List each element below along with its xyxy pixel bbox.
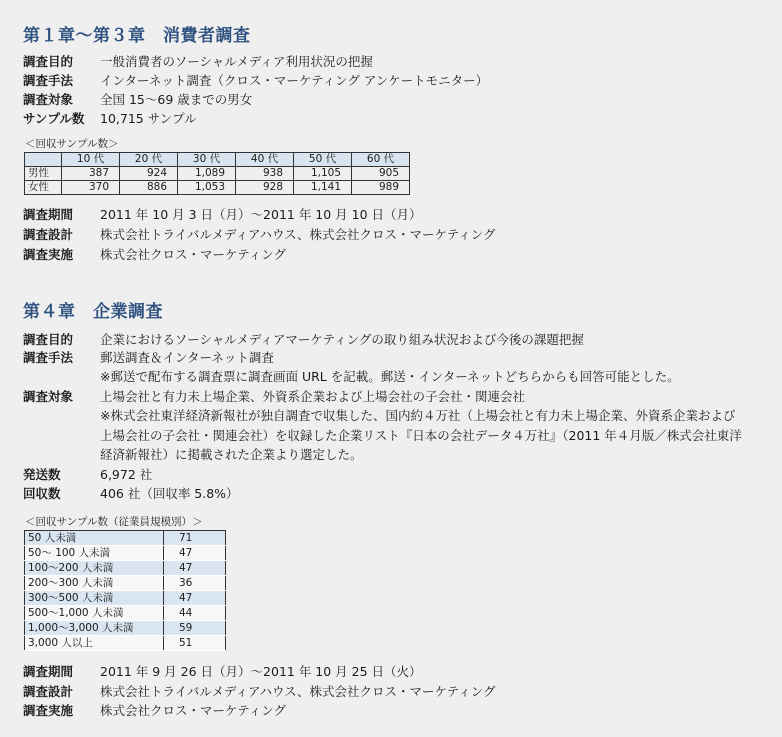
table-cell: 59 bbox=[164, 621, 226, 636]
table-row bbox=[25, 167, 410, 181]
note-text: 上場会社の子会社・関連会社）を収録した企業リスト『日本の会社データ４万社』（2011 年４月版／株式会社東洋 bbox=[100, 428, 742, 443]
table-cell: 938 bbox=[236, 167, 294, 181]
table-cell: 886 bbox=[120, 181, 178, 195]
field-value: 6,972 社 bbox=[100, 467, 153, 482]
field-label: 調査期間 bbox=[23, 207, 74, 222]
field-label: サンプル数 bbox=[23, 111, 85, 126]
note-text: ※郵送で配布する調査票に調査画面 URL を記載。郵送・インターネットどちらからも回答可能とした。 bbox=[100, 369, 680, 384]
s2-table-caption: ＜回収サンプル数（従業員規模別）＞ bbox=[25, 516, 203, 528]
row-label: 男性 bbox=[25, 167, 62, 181]
field-value: 企業におけるソーシャルメディアマーケティングの取り組み状況および今後の課題把握 bbox=[100, 332, 584, 347]
field-value: 郵送調査＆インターネット調査 bbox=[100, 350, 274, 365]
table-cell: 500〜1,000 人未満 bbox=[25, 606, 164, 621]
table-cell: 36 bbox=[164, 576, 226, 591]
field-label: 調査対象 bbox=[23, 92, 74, 107]
section2-title: 第４章 企業調査 bbox=[23, 302, 163, 322]
table-row bbox=[25, 546, 226, 561]
table-header-cell: 50 代 bbox=[294, 153, 352, 167]
table-cell: 387 bbox=[62, 167, 120, 181]
table-header-row bbox=[25, 153, 410, 167]
table-header-cell: 40 代 bbox=[236, 153, 294, 167]
s1-table-caption: ＜回収サンプル数＞ bbox=[25, 138, 119, 150]
table-cell: 47 bbox=[164, 561, 226, 576]
field-label: 調査手法 bbox=[23, 73, 74, 88]
field-value: 10,715 サンプル bbox=[100, 111, 197, 126]
field-value: 406 社（回収率 5.8%） bbox=[100, 486, 239, 501]
table-cell: 50 人未満 bbox=[25, 531, 164, 546]
field-label: 調査設計 bbox=[23, 227, 74, 242]
field-value: 2011 年 10 月 3 日（月）〜2011 年 10 月 10 日（月） bbox=[100, 207, 422, 222]
table-header-cell bbox=[25, 153, 62, 167]
field-value: 上場会社と有力未上場企業、外資系企業および上場会社の子会社・関連会社 bbox=[100, 389, 526, 404]
field-label: 調査目的 bbox=[23, 332, 74, 347]
table-cell: 1,000〜3,000 人未満 bbox=[25, 621, 164, 636]
table-cell: 989 bbox=[352, 181, 410, 195]
table-cell: 1,105 bbox=[294, 167, 352, 181]
field-value: 株式会社クロス・マーケティング bbox=[100, 247, 287, 262]
table-header-cell: 20 代 bbox=[120, 153, 178, 167]
field-label: 調査目的 bbox=[23, 54, 74, 69]
table-cell: 1,141 bbox=[294, 181, 352, 195]
table-header-cell: 60 代 bbox=[352, 153, 410, 167]
table-cell: 51 bbox=[164, 636, 226, 651]
table-row bbox=[25, 561, 226, 576]
table-cell: 47 bbox=[164, 591, 226, 606]
row-label: 女性 bbox=[25, 181, 62, 195]
table-row bbox=[25, 636, 226, 651]
field-label: 調査期間 bbox=[23, 664, 74, 679]
s2-employee-size-table bbox=[24, 530, 226, 651]
table-cell: 50〜 100 人未満 bbox=[25, 546, 164, 561]
table-cell: 200〜300 人未満 bbox=[25, 576, 164, 591]
table-row bbox=[25, 576, 226, 591]
field-value: 株式会社トライバルメディアハウス、株式会社クロス・マーケティング bbox=[100, 684, 496, 699]
note-text: 経済新報社）に掲載された企業より選定した。 bbox=[100, 447, 363, 462]
s1-sample-table bbox=[24, 152, 410, 195]
table-cell: 905 bbox=[352, 167, 410, 181]
table-cell: 3,000 人以上 bbox=[25, 636, 164, 651]
note-text: ※株式会社東洋経済新報社が独自調査で収集した、国内約４万社（上場会社と有力未上場企業、外資系企業および bbox=[100, 408, 736, 423]
field-value: 一般消費者のソーシャルメディア利用状況の把握 bbox=[100, 54, 373, 69]
field-label: 調査実施 bbox=[23, 703, 74, 718]
field-value: 株式会社クロス・マーケティング bbox=[100, 703, 287, 718]
section1-title: 第１章〜第３章 消費者調査 bbox=[23, 26, 251, 46]
table-cell: 100〜200 人未満 bbox=[25, 561, 164, 576]
table-cell: 71 bbox=[164, 531, 226, 546]
table-cell: 928 bbox=[236, 181, 294, 195]
table-cell: 370 bbox=[62, 181, 120, 195]
table-row bbox=[25, 181, 410, 195]
field-label: 調査設計 bbox=[23, 684, 74, 699]
table-header-cell: 10 代 bbox=[62, 153, 120, 167]
field-label: 回収数 bbox=[23, 486, 61, 501]
field-value: 全国 15〜69 歳までの男女 bbox=[100, 92, 253, 107]
field-label: 調査手法 bbox=[23, 350, 74, 365]
field-label: 調査実施 bbox=[23, 247, 74, 262]
table-cell: 300〜500 人未満 bbox=[25, 591, 164, 606]
table-row bbox=[25, 606, 226, 621]
field-value: インターネット調査（クロス・マーケティング アンケートモニター） bbox=[100, 73, 489, 88]
field-label: 調査対象 bbox=[23, 389, 74, 404]
table-cell: 924 bbox=[120, 167, 178, 181]
table-cell: 44 bbox=[164, 606, 226, 621]
table-row bbox=[25, 591, 226, 606]
table-cell: 47 bbox=[164, 546, 226, 561]
table-row bbox=[25, 621, 226, 636]
table-row bbox=[25, 531, 226, 546]
field-value: 株式会社トライバルメディアハウス、株式会社クロス・マーケティング bbox=[100, 227, 496, 242]
field-value: 2011 年 9 月 26 日（月）〜2011 年 10 月 25 日（火） bbox=[100, 664, 422, 679]
table-header-cell: 30 代 bbox=[178, 153, 236, 167]
table-cell: 1,053 bbox=[178, 181, 236, 195]
field-label: 発送数 bbox=[23, 467, 61, 482]
table-cell: 1,089 bbox=[178, 167, 236, 181]
